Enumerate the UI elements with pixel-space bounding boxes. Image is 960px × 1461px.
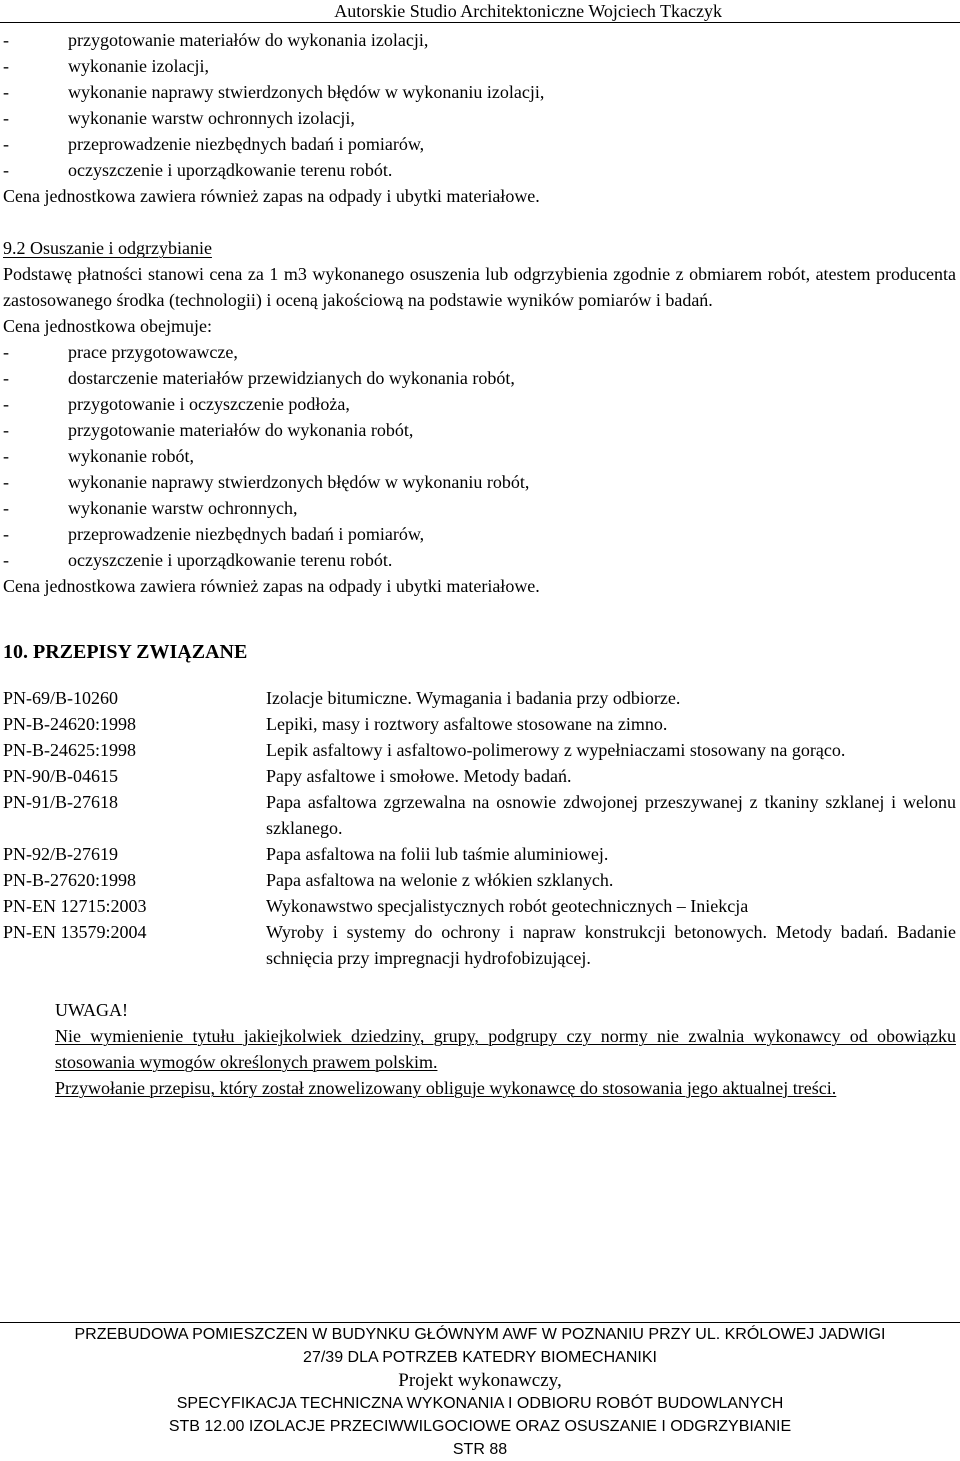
- notice-text: Przywołanie przepisu, który został znowelizowany obliguje wykonawcę do stosowania jego aktualnej treści.: [55, 1078, 837, 1098]
- list-item-text: prace przygotowawcze,: [68, 342, 238, 362]
- list-item-text: wykonanie warstw ochronnych izolacji,: [68, 108, 355, 128]
- list-item: [3, 469, 956, 495]
- table-row: [3, 893, 956, 919]
- notice-text: Nie wymienienie tytułu jakiejkolwiek dziedziny, grupy, podgrupy czy normy nie zwalnia wykonawcy od obowiązku stosowania wymogów określonych prawem polskim.: [55, 1026, 956, 1072]
- norm-description: Papa asfaltowa zgrzewalna na osnowie zdwojonej przeszywanej z tkaniny szklanej i welonu szklanego.: [266, 792, 956, 838]
- norm-description: Papy asfaltowe i smołowe. Metody badań.: [266, 766, 572, 786]
- list-item: [3, 547, 956, 573]
- norm-description: Papa asfaltowa na welonie z włókien szklanych.: [266, 870, 614, 890]
- list-item: [3, 521, 956, 547]
- list-item-text: oczyszczenie i uporządkowanie terenu robót.: [68, 160, 393, 180]
- list-item: [3, 53, 956, 79]
- list-dash: -: [3, 56, 9, 76]
- norm-code: PN-B-24620:1998: [3, 714, 137, 734]
- list-dash: -: [3, 82, 9, 102]
- section-9-2-heading: [3, 235, 956, 261]
- footer-project-type: Projekt wykonawczy,: [398, 1370, 562, 1391]
- table-row: [3, 841, 956, 867]
- list-dash: -: [3, 30, 9, 50]
- norm-code: PN-EN 13579:2004: [3, 922, 147, 942]
- list-item: [3, 417, 956, 443]
- includes-list: [3, 339, 956, 573]
- table-row: [3, 685, 956, 711]
- norm-description: Wyroby i systemy do ochrony i napraw konstrukcji betonowych. Metody badań. Badanie schnięcia przy impregnacji hydrofobizującej.: [266, 922, 956, 968]
- list-item-text: wykonanie izolacji,: [68, 56, 209, 76]
- notice-block: [55, 997, 956, 1101]
- table-row: [3, 763, 956, 789]
- norm-description: Papa asfaltowa na folii lub taśmie aluminiowej.: [266, 844, 609, 864]
- list-item-text: wykonanie robót,: [68, 446, 194, 466]
- norm-code: PN-91/B-27618: [3, 792, 119, 812]
- norm-code: PN-B-27620:1998: [3, 870, 137, 890]
- list-dash: -: [3, 550, 9, 570]
- norm-description: Wykonawstwo specjalistycznych robót geotechnicznych – Iniekcja: [266, 896, 749, 916]
- list-dash: -: [3, 368, 9, 388]
- section-10-heading: 10. PRZEPISY ZWIĄZANE: [3, 641, 248, 663]
- list-item: [3, 131, 956, 157]
- price-note: Cena jednostkowa zawiera również zapas na odpady i ubytki materiałowe.: [3, 186, 540, 206]
- list-item-text: wykonanie naprawy stwierdzonych błędów w wykonaniu izolacji,: [68, 82, 545, 102]
- list-item: [3, 105, 956, 131]
- list-dash: -: [3, 342, 9, 362]
- norm-code: PN-92/B-27619: [3, 844, 119, 864]
- norm-code: PN-EN 12715:2003: [3, 896, 147, 916]
- list-dash: -: [3, 394, 9, 414]
- norm-code: PN-69/B-10260: [3, 688, 119, 708]
- list-item: [3, 443, 956, 469]
- norm-code: PN-90/B-04615: [3, 766, 119, 786]
- header-rule: [0, 22, 960, 23]
- norm-description: Izolacje bitumiczne. Wymagania i badania przy odbiorze.: [266, 688, 681, 708]
- list-item: [3, 365, 956, 391]
- table-row: [3, 919, 956, 971]
- list-item-text: przeprowadzenie niezbędnych badań i pomiarów,: [68, 524, 425, 544]
- list-item: [3, 79, 956, 105]
- footer-project-title: PRZEBUDOWA POMIESZCZEN W BUDYNKU GŁÓWNYM AWF W POZNANIU PRZY UL. KRÓLOWEJ JADWIGI: [74, 1326, 886, 1343]
- list-item: [3, 27, 956, 53]
- includes-label: Cena jednostkowa obejmuje:: [3, 316, 212, 336]
- page-number: STR 88: [452, 1441, 508, 1458]
- list-item-text: dostarczenie materiałów przewidzianych do wykonania robót,: [68, 368, 515, 388]
- list-item-text: przeprowadzenie niezbędnych badań i pomiarów,: [68, 134, 425, 154]
- list-dash: -: [3, 134, 9, 154]
- list-item: [3, 495, 956, 521]
- list-dash: -: [3, 498, 9, 518]
- footer-project-title-cont: 27/39 DLA POTRZEB KATEDRY BIOMECHANIKI: [303, 1349, 657, 1366]
- payment-basis-paragraph: Podstawę płatności stanowi cena za 1 m3 wykonanego osuszenia lub odgrzybienia zgodnie z obmiarem robót, atestem producenta zastosowanego środka (technologii) i oceną jakościową na podstawie wyników pomiarów i badań.: [3, 264, 956, 310]
- document-header: Autorskie Studio Architektoniczne Wojciech Tkaczyk: [334, 1, 722, 21]
- top-list: [3, 27, 956, 183]
- list-dash: -: [3, 420, 9, 440]
- list-item-text: przygotowanie materiałów do wykonania izolacji,: [68, 30, 429, 50]
- list-dash: -: [3, 472, 9, 492]
- list-dash: -: [3, 446, 9, 466]
- table-row: [3, 867, 956, 893]
- list-item-text: wykonanie naprawy stwierdzonych błędów w wykonaniu robót,: [68, 472, 530, 492]
- table-row: [3, 737, 956, 763]
- list-item: [3, 391, 956, 417]
- list-dash: -: [3, 108, 9, 128]
- price-note: Cena jednostkowa zawiera również zapas na odpady i ubytki materiałowe.: [3, 576, 540, 596]
- list-item: [3, 157, 956, 183]
- list-dash: -: [3, 524, 9, 544]
- list-dash: -: [3, 160, 9, 180]
- table-row: [3, 711, 956, 737]
- page-content: [3, 27, 956, 1101]
- list-item-text: oczyszczenie i uporządkowanie terenu robót.: [68, 550, 393, 570]
- list-item-text: przygotowanie materiałów do wykonania robót,: [68, 420, 414, 440]
- list-item-text: przygotowanie i oczyszczenie podłoża,: [68, 394, 350, 414]
- norm-description: Lepik asfaltowy i asfaltowo-polimerowy z wypełniaczami stosowany na gorąco.: [266, 740, 846, 760]
- notice-label: UWAGA!: [55, 1000, 128, 1020]
- document-footer: [0, 1323, 960, 1461]
- list-item: [3, 339, 956, 365]
- norm-code: PN-B-24625:1998: [3, 740, 137, 760]
- list-item-text: wykonanie warstw ochronnych,: [68, 498, 298, 518]
- footer-spec-section: STB 12.00 IZOLACJE PRZECIWWILGOCIOWE ORAZ OSUSZANIE I ODGRZYBIANIE: [168, 1418, 792, 1435]
- norm-description: Lepiki, masy i roztwory asfaltowe stosowane na zimno.: [266, 714, 668, 734]
- section-heading-text: 9.2 Osuszanie i odgrzybianie: [3, 238, 212, 258]
- table-row: [3, 789, 956, 841]
- footer-spec-title: SPECYFIKACJA TECHNICZNA WYKONANIA I ODBIORU ROBÓT BUDOWLANYCH: [176, 1395, 784, 1412]
- standards-table: [3, 685, 956, 971]
